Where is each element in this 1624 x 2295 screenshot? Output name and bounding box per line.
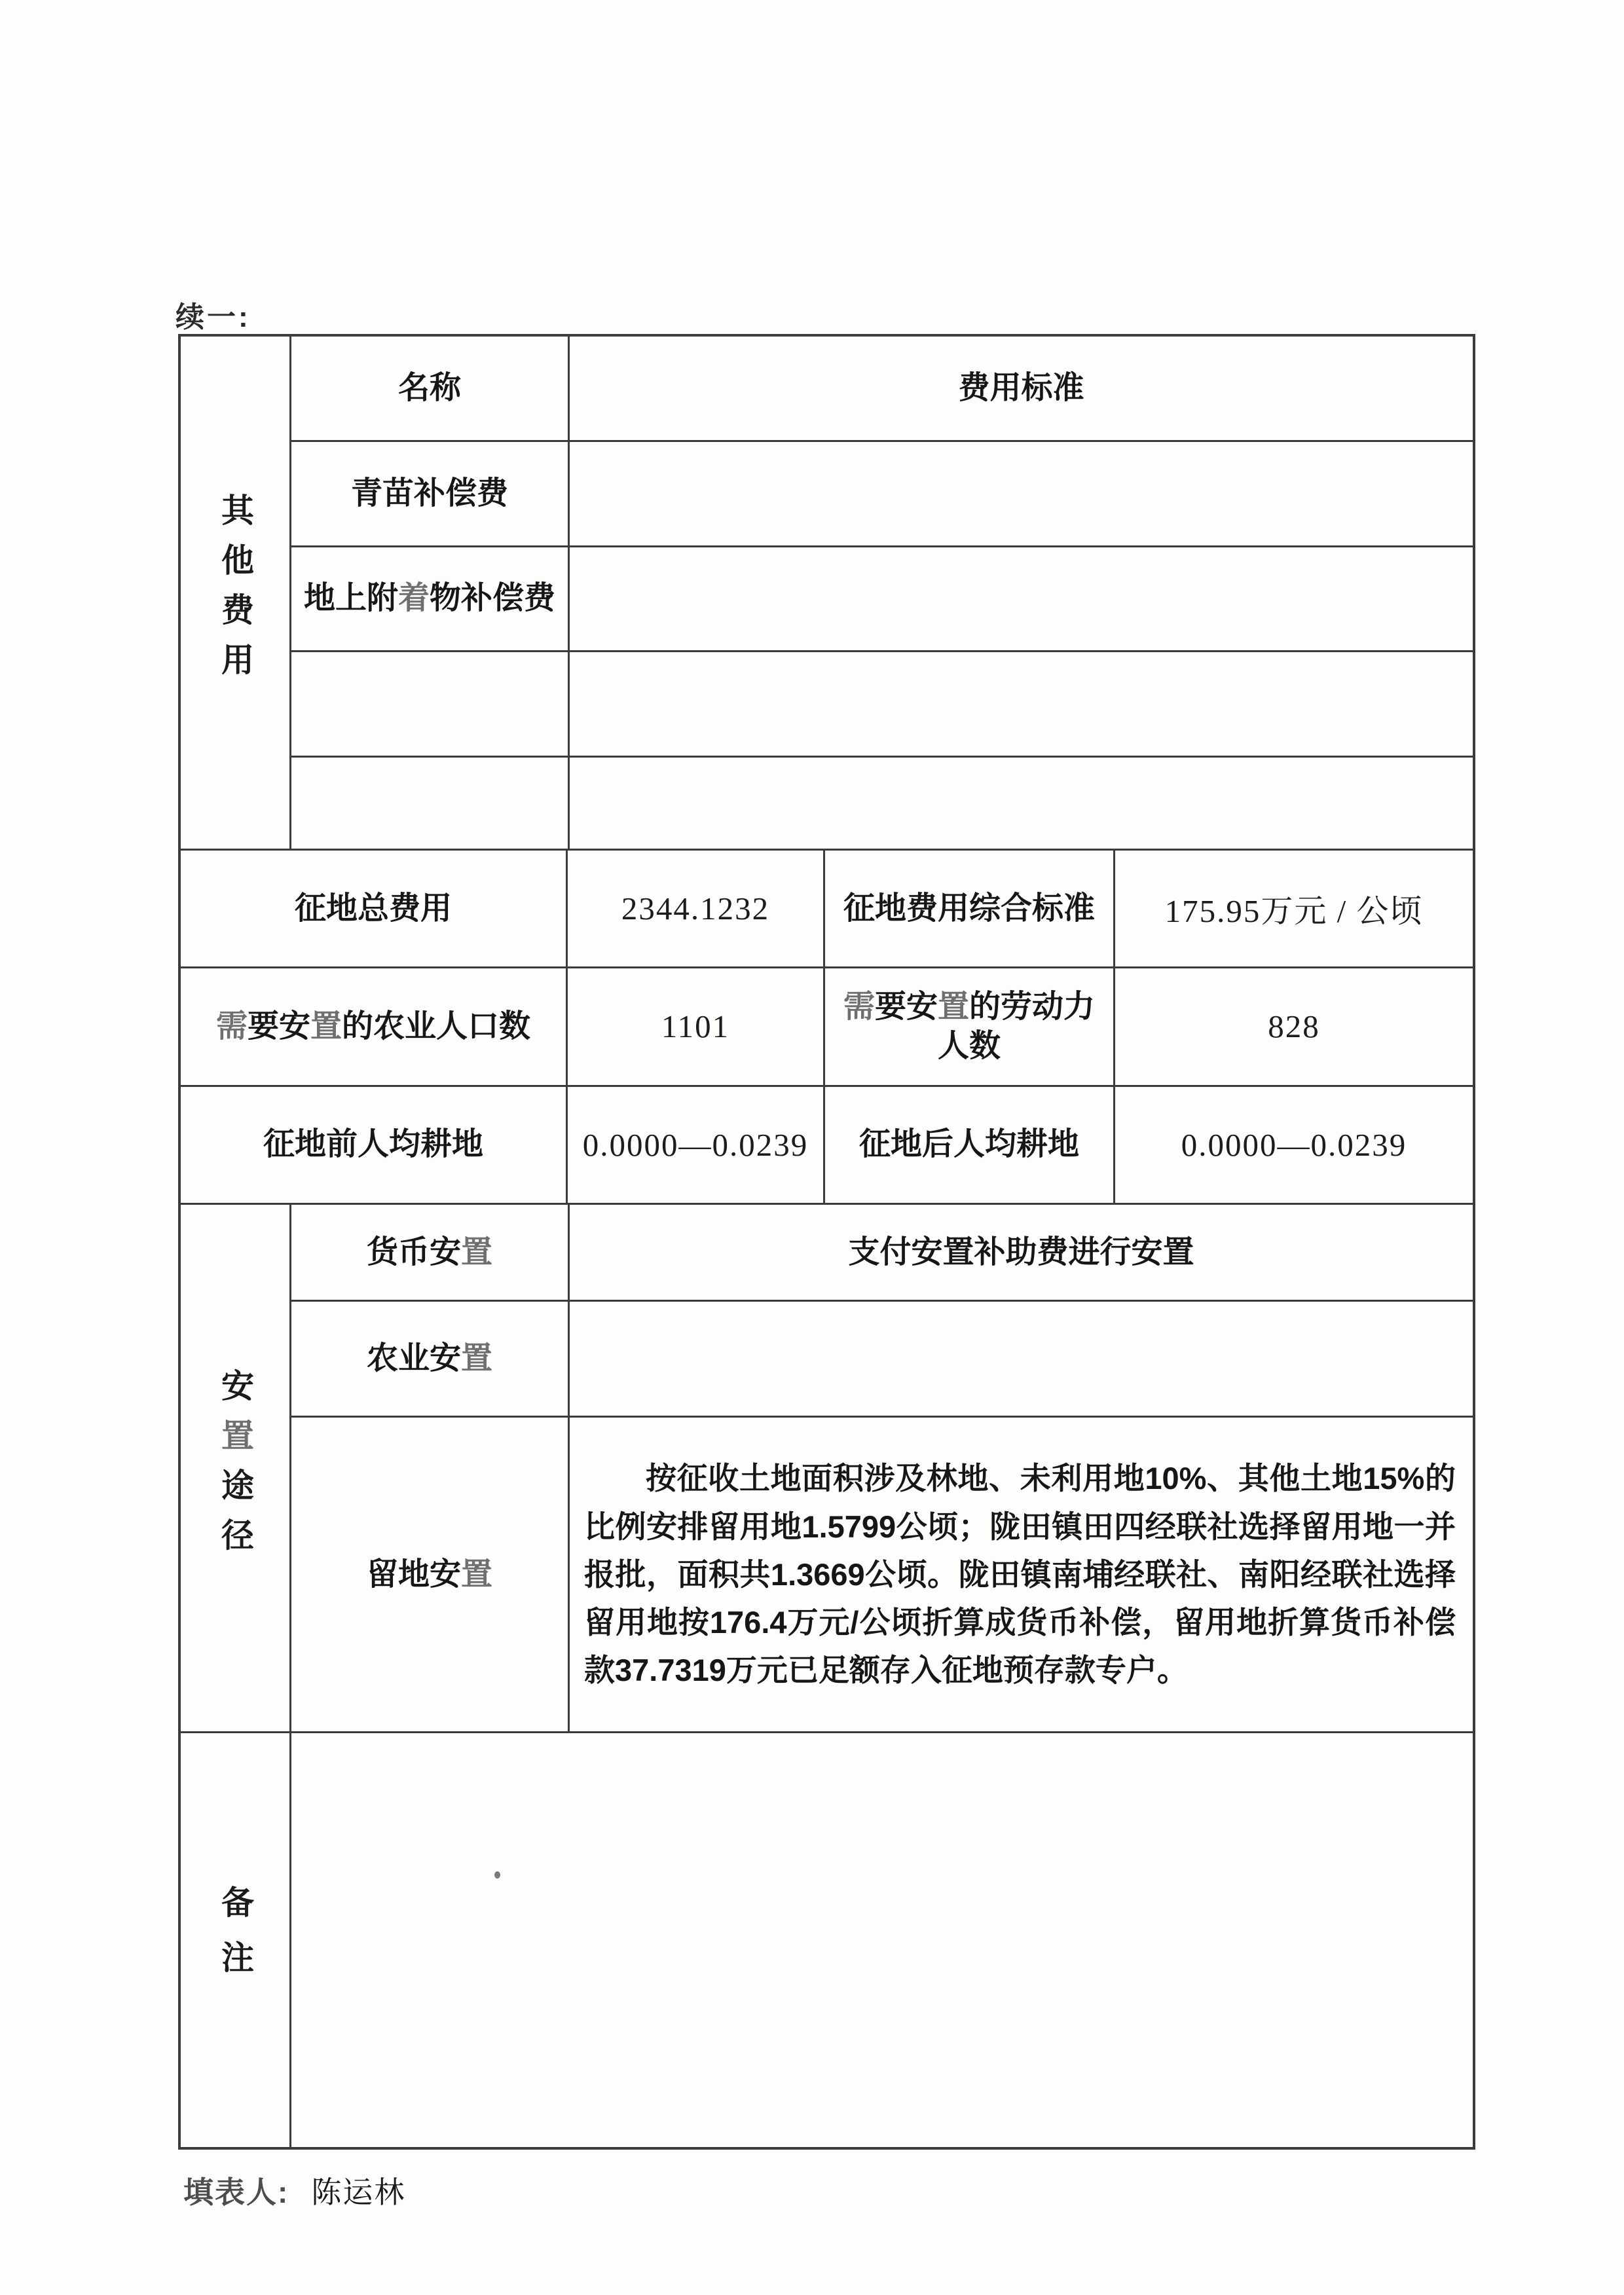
total-cost-value: 2344.1232 <box>621 890 770 927</box>
summary-value2-cell <box>1115 1087 1473 1203</box>
other-fees-side-cell <box>181 337 289 849</box>
resettlement-value-cell <box>570 1418 1473 1731</box>
header-standard-label: 费用标准 <box>958 370 1084 405</box>
fee-row-label-cell <box>291 442 568 545</box>
header-name-cell <box>291 337 568 440</box>
form-filler-name: 陈运林 <box>311 2175 406 2209</box>
other-fees-side-label: 其他费用 <box>217 492 253 692</box>
remarks-side-cell <box>181 1733 289 2147</box>
reserved-land-resettlement-label: 留地安置 <box>366 1556 493 1592</box>
summary-label-cell <box>181 968 566 1084</box>
monetary-resettlement-value: 支付安置补助费进行安置 <box>848 1234 1194 1270</box>
resettlement-value-cell <box>570 1205 1473 1300</box>
resettlement-side-cell <box>181 1205 289 1731</box>
composite-standard-label: 征地费用综合标准 <box>843 890 1095 926</box>
monetary-resettlement-label: 货币安置 <box>366 1234 493 1270</box>
per-capita-before-value: 0.0000—0.0239 <box>582 1126 809 1163</box>
summary-value2-cell <box>1115 851 1473 966</box>
per-capita-before-label: 征地前人均耕地 <box>263 1127 483 1162</box>
fee-row-label-cell <box>291 758 568 849</box>
header-name-label: 名称 <box>397 370 461 405</box>
form-filler-label: 填表人: <box>183 2175 289 2209</box>
summary-label-cell <box>181 1087 566 1203</box>
fee-row-value-cell <box>570 652 1473 756</box>
fee-row-label-cell <box>291 547 568 651</box>
reserved-land-resettlement-text: 按征收土地面积涉及林地、未利用地10%、其他土地15%的比例安排留用地1.5799公顷；陇田镇田四经联社选择留用地一并报批，面积共1.3669公顷。陇田镇南埔经联社、南阳经联社选择留用地按176.4万元/公顷折算成货币补偿，留用地折算货币补偿款37.7319万元已足额存入征地预存款专户。 <box>584 1461 1456 1688</box>
fee-row-value-cell <box>570 442 1473 545</box>
summary-section <box>181 851 1473 1203</box>
continuation-label: 续一: <box>175 301 251 333</box>
summary-label2-cell <box>825 968 1113 1084</box>
summary-label-cell <box>181 851 566 966</box>
resettlement-label-cell <box>291 1302 568 1416</box>
resettlement-label-cell <box>291 1205 568 1300</box>
resettlement-side-label: 安置途径 <box>217 1368 253 1568</box>
composite-standard-value: 175.95万元 / 公顷 <box>1164 892 1424 929</box>
fee-row-label-cell <box>291 652 568 756</box>
resettlement-value-cell <box>570 1302 1473 1416</box>
summary-value2-cell <box>1115 968 1473 1084</box>
scan-speck <box>494 1871 500 1879</box>
resettlement-label-cell <box>291 1418 568 1731</box>
fee-row-value-cell <box>570 547 1473 651</box>
fee-row-label: 青苗补偿费 <box>350 475 508 511</box>
remarks-content-cell <box>291 1733 1473 2147</box>
remarks-section <box>181 1733 1473 2147</box>
fee-row-label: 地上附着物补偿费 <box>303 581 556 616</box>
summary-label2-cell <box>825 851 1113 966</box>
summary-label2-cell <box>825 1087 1113 1203</box>
header-standard-cell <box>570 337 1473 440</box>
land-expropriation-table <box>178 334 1475 2150</box>
summary-value-cell <box>568 968 823 1084</box>
per-capita-after-label: 征地后人均耕地 <box>858 1127 1079 1162</box>
summary-value-cell <box>568 1087 823 1203</box>
summary-value-cell <box>568 851 823 966</box>
form-filler-line <box>183 2169 405 2212</box>
agri-population-value: 1101 <box>661 1008 730 1045</box>
labor-count-label: 需要安置的劳动力人数 <box>843 989 1096 1063</box>
labor-count-value: 828 <box>1268 1008 1320 1045</box>
agricultural-resettlement-label: 农业安置 <box>366 1341 493 1376</box>
per-capita-after-value: 0.0000—0.0239 <box>1181 1126 1407 1163</box>
remarks-side-label: 备注 <box>217 1885 253 1995</box>
resettlement-section <box>181 1205 1473 1731</box>
total-cost-label: 征地总费用 <box>294 890 452 926</box>
other-fees-section <box>181 337 1473 849</box>
agri-population-label: 需要安置的农业人口数 <box>215 1008 531 1044</box>
fee-row-value-cell <box>570 758 1473 849</box>
